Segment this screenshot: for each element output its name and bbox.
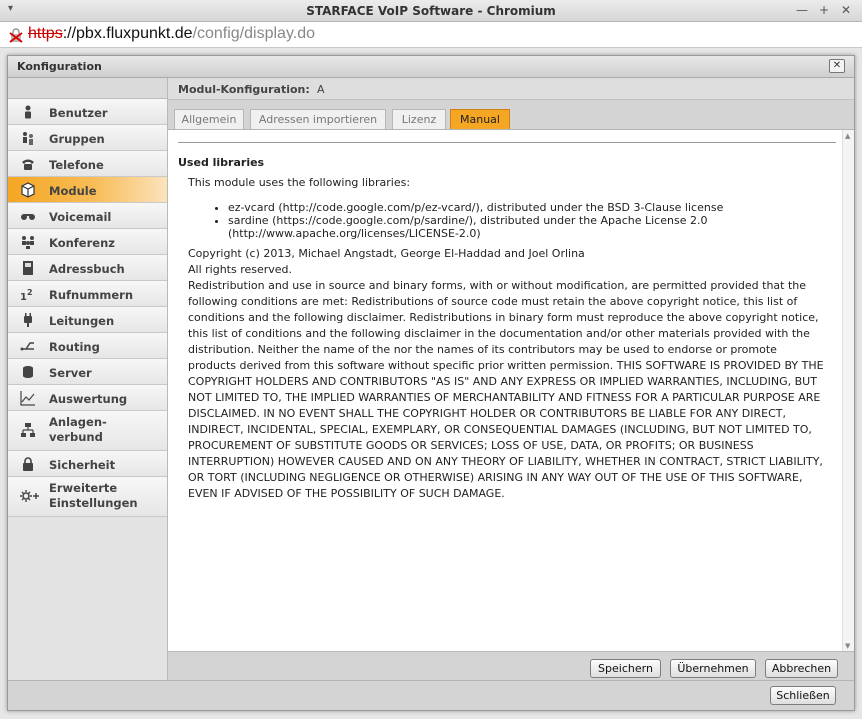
sidebar-item-label: Routing [49,340,100,354]
url-text[interactable] [28,25,315,43]
sidebar-item-label-line2: Einstellungen [49,496,138,510]
manual-intro: This module uses the following libraries: [188,176,411,189]
dialog-footer [8,680,854,710]
sidebar-item-label: Module [49,184,97,198]
sidebar-item-voicemail[interactable] [8,203,167,229]
group-icon [20,130,36,146]
sidebar-item-auswertung[interactable] [8,385,167,411]
sidebar-item-label: Leitungen [49,314,115,328]
module-header [168,78,854,100]
content-scrollbar[interactable] [842,130,854,652]
sidebar-item-label [49,481,138,511]
rights-text: All rights reserved. [188,263,293,276]
minimize-icon[interactable]: — [796,3,808,17]
sidebar-item-adressbuch[interactable] [8,255,167,281]
apply-button[interactable]: Übernehmen [670,659,756,678]
routing-icon [20,338,36,354]
close-window-icon[interactable]: ✕ [840,3,852,17]
sidebar-item-label: Telefone [49,158,104,172]
sidebar-item-sicherheit[interactable] [8,451,167,477]
address-bar[interactable] [0,22,862,48]
phone-icon [20,156,36,172]
cancel-button[interactable]: Abbrechen [765,659,838,678]
user-icon [20,104,36,120]
sidebar-item-label: Rufnummern [49,288,134,302]
module-header-value: A [317,83,325,96]
scroll-down-icon[interactable]: ▼ [845,642,851,650]
sidebar-item-label-line1: Anlagen- [49,415,107,429]
conference-icon [20,234,36,250]
network-icon [20,422,36,438]
maximize-icon[interactable]: + [818,3,830,17]
copyright-text: Copyright (c) 2013, Michael Angstadt, George El-Haddad and Joel Orlina [188,247,585,260]
lock-icon [20,456,36,472]
sidebar-item-routing[interactable] [8,333,167,359]
sidebar-item-label: Benutzer [49,106,108,120]
sidebar-item-label [49,415,107,445]
sidebar-item-anlagenverbund[interactable] [8,411,167,451]
browser-titlebar [0,0,862,22]
close-dialog-button[interactable]: Schließen [770,686,836,705]
dialog-title: Konfiguration [17,60,102,73]
list-item: • ez-vcard (http://code.google.com/p/ez-vcard/), distributed under the BSD 3-Clause license [228,201,828,214]
tab-allgemein[interactable]: Allgemein [174,109,244,129]
sidebar-item-label: Server [49,366,92,380]
broken-lock-icon[interactable] [8,27,24,43]
voicemail-icon [20,208,36,224]
module-header-key: Modul-Konfiguration: [178,83,310,96]
sidebar-item-erweiterte-einstellungen[interactable] [8,477,167,517]
lines-plug-icon [20,312,36,328]
url-path: /config/display.do [192,25,316,42]
sidebar-header [8,78,167,99]
sidebar-item-benutzer[interactable] [8,99,167,125]
manual-heading: Used libraries [178,156,265,169]
server-icon [20,364,36,380]
sidebar [8,78,168,680]
module-cube-icon [20,182,36,198]
tab-lizenz[interactable]: Lizenz [392,109,446,129]
save-button[interactable]: Speichern [590,659,661,678]
sidebar-item-module[interactable] [8,177,167,203]
dialog-close-icon[interactable]: ✕ [829,59,845,73]
sidebar-item-label: Voicemail [49,210,112,224]
sidebar-item-server[interactable] [8,359,167,385]
manual-text [178,155,828,502]
tab-manual[interactable]: Manual [450,109,510,129]
url-host: pbx.fluxpunkt.de [76,25,193,42]
window-menu-icon[interactable]: ▾ [8,3,14,14]
sidebar-item-label: Sicherheit [49,458,116,472]
sidebar-item-label-line1: Erweiterte [49,481,118,495]
url-separator: :// [62,25,77,42]
sidebar-item-gruppen[interactable] [8,125,167,151]
advanced-settings-icon [20,488,36,504]
svg-text:1: 1 [20,292,27,302]
dialog-header [8,56,854,78]
sidebar-item-label: Adressbuch [49,262,125,276]
sidebar-item-konferenz[interactable] [8,229,167,255]
sidebar-item-label: Konferenz [49,236,115,250]
license-text: Redistribution and use in source and binary forms, with or without modification, are permitted provided that the following conditions are met: Redistributions of source code must retain the above copyright notice, this list of conditions and the following disclaimer. Redistributions in binary form must reproduce the above copyright notice, this list of conditions and the following disclaimer in the documentation and/or other materials provided with the distribution. Neither the name of the nor the names of its contributors may be used to endorse or promote products derived from this software without specific prior written permission. THIS SOFTWARE IS PROVIDED BY THE COPYRIGHT HOLDERS AND CONTRIBUTORS "AS IS" AND ANY EXPRESS OR IMPLIED WARRANTIES, INCLUDING, BUT NOT LIMITED TO, THE IMPLIED WARRANTIES OF MERCHANTABILITY AND FITNESS FOR A PARTICULAR PURPOSE ARE DISCLAIMED. IN NO EVENT SHALL THE COPYRIGHT HOLDER OR CONTRIBUTORS BE LIABLE FOR ANY DIRECT, INDIRECT, INCIDENTAL, SPECIAL, EXEMPLARY, OR CONSEQUENTIAL DAMAGES (INCLUDING, BUT NOT LIMITED TO, PROCUREMENT OF SUBSTITUTE GOODS OR SERVICES; LOSS OF USE, DATA, OR PROFITS; OR BUSINESS INTERRUPTION) HOWEVER CAUSED AND ON ANY THEORY OF LIABILITY, WHETHER IN CONTRACT, STRICT LIABILITY, OR TORT (INCLUDING NEGLIGENCE OR OTHERWISE) ARISING IN ANY WAY OUT OF THE USE OF THIS SOFTWARE, EVEN IF ADVISED OF THE POSSIBILITY OF SUCH DAMAGE. [188,279,824,500]
sidebar-item-rufnummern[interactable] [8,281,167,307]
module-footer [168,651,854,680]
library-list [178,201,828,240]
svg-text:2: 2 [27,288,33,297]
sidebar-item-label-line2: verbund [49,430,103,444]
url-scheme: https [28,25,63,42]
numbers-icon [20,286,36,302]
list-item: • sardine (https://code.google.com/p/sardine/), distributed under the Apache License 2.0 (http://www.apache.org/licenses/LICENSE-2.0) [228,214,828,240]
sidebar-item-leitungen[interactable] [8,307,167,333]
scroll-up-icon[interactable]: ▲ [845,132,851,140]
tab-adressen-importieren[interactable]: Adressen importieren [250,109,386,129]
addressbook-icon [20,260,36,276]
module-panel [168,78,854,680]
window-title: STARFACE VoIP Software - Chromium [306,4,556,18]
sidebar-item-label: Auswertung [49,392,128,406]
manual-content[interactable] [168,129,854,651]
sidebar-item-label: Gruppen [49,132,105,146]
sidebar-item-telefone[interactable] [8,151,167,177]
configuration-dialog [7,55,855,711]
chart-icon [20,390,36,406]
content-divider [178,142,836,143]
